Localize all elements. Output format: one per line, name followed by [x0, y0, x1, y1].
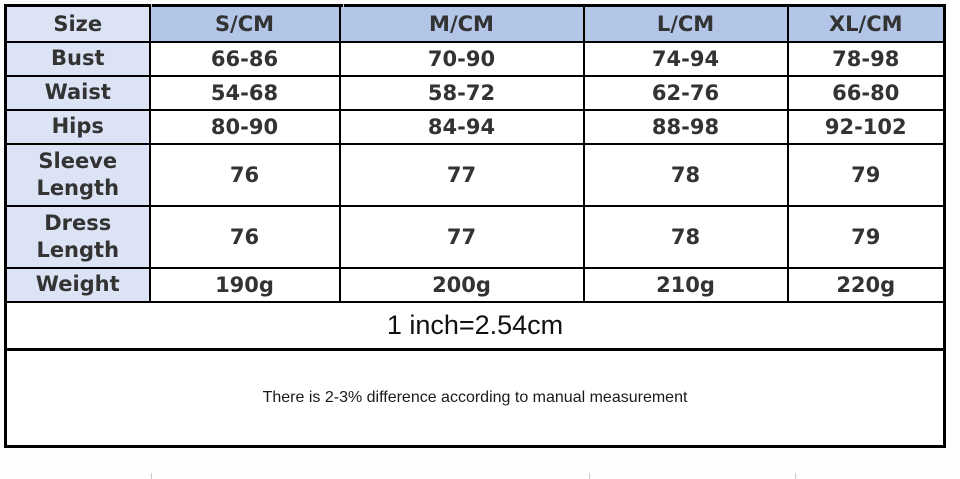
table-cell: 88-98: [584, 110, 788, 144]
footnote-row-disclaimer: [6, 350, 945, 447]
spreadsheet-sheet: [0, 4, 960, 479]
inch-conversion-note: 1 inch=2.54cm: [6, 302, 945, 350]
table-cell: 76: [150, 144, 340, 206]
header-cell-l-cm: L/CM: [584, 6, 788, 42]
table-row-dress-length: [6, 206, 945, 268]
table-cell: 66-86: [150, 42, 340, 76]
header-cell-xl-cm: XL/CM: [788, 6, 945, 42]
table-cell: 77: [340, 206, 584, 268]
gridline-tick: [151, 473, 152, 479]
table-row-waist: [6, 76, 945, 110]
table-cell: 76: [150, 206, 340, 268]
footnote-row-inch-conversion: [6, 302, 945, 350]
table-cell: 70-90: [340, 42, 584, 76]
table-cell: 78: [584, 144, 788, 206]
row-label-bust: Bust: [6, 42, 150, 76]
table-cell: 80-90: [150, 110, 340, 144]
header-cell-size: Size: [6, 6, 150, 42]
table-row-weight: [6, 268, 945, 302]
table-cell: 220g: [788, 268, 945, 302]
table-cell: 84-94: [340, 110, 584, 144]
table-cell: 78: [584, 206, 788, 268]
row-label-sleeve-length: Sleeve Length: [6, 144, 150, 206]
gridline-tick: [151, 4, 152, 8]
measurement-disclaimer-note: There is 2-3% difference according to manual measurement: [6, 350, 945, 447]
row-label-dress-length: Dress Length: [6, 206, 150, 268]
table-row-hips: [6, 110, 945, 144]
row-label-weight: Weight: [6, 268, 150, 302]
gridline-tick: [589, 473, 590, 479]
table-cell: 79: [788, 206, 945, 268]
table-cell: 190g: [150, 268, 340, 302]
size-chart-table: [4, 4, 946, 448]
table-row-bust: [6, 42, 945, 76]
row-label-hips: Hips: [6, 110, 150, 144]
table-cell: 77: [340, 144, 584, 206]
header-cell-m-cm: M/CM: [340, 6, 584, 42]
table-cell: 54-68: [150, 76, 340, 110]
table-cell: 74-94: [584, 42, 788, 76]
table-cell: 210g: [584, 268, 788, 302]
table-cell: 79: [788, 144, 945, 206]
row-label-waist: Waist: [6, 76, 150, 110]
table-cell: 200g: [340, 268, 584, 302]
header-row: [6, 6, 945, 42]
table-cell: 58-72: [340, 76, 584, 110]
gridline-tick: [343, 4, 344, 8]
table-row-sleeve-length: [6, 144, 945, 206]
table-cell: 78-98: [788, 42, 945, 76]
table-cell: 62-76: [584, 76, 788, 110]
table-cell: 66-80: [788, 76, 945, 110]
header-cell-s-cm: S/CM: [150, 6, 340, 42]
table-cell: 92-102: [788, 110, 945, 144]
gridline-tick: [795, 473, 796, 479]
